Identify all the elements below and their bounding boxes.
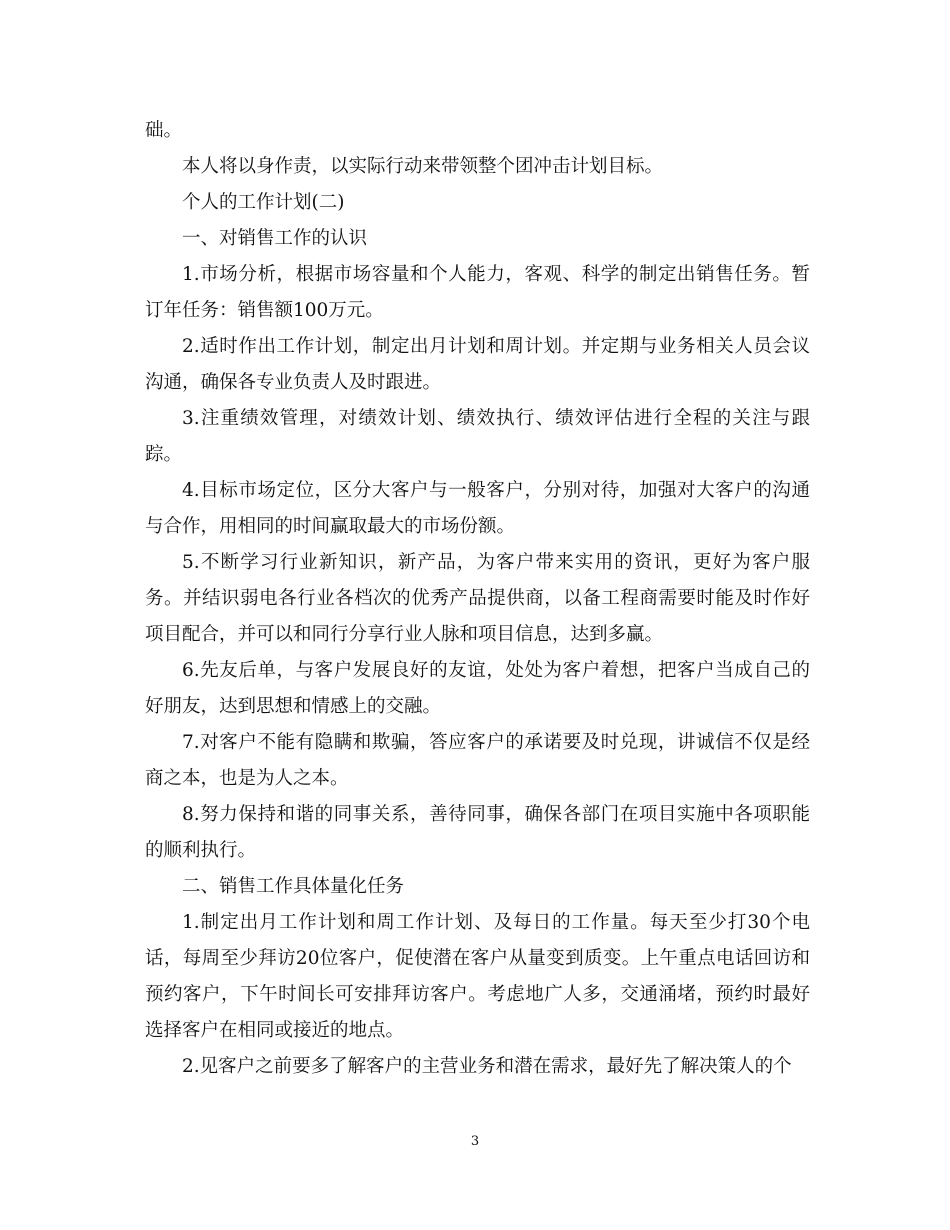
list-item: 2.适时作出工作计划，制定出月计划和周计划。并定期与业务相关人员会议沟通，确保各专业负责人及时跟进。 (145, 336, 810, 393)
list-item: 5.不断学习行业新知识，新产品，为客户带来实用的资讯，更好为客户服务。并结识弱电各行业各档次的优秀产品提供商，以备工程商需要时能及时作好项目配合，并可以和同行分享行业人脉和项目信息，达到多赢。 (145, 552, 810, 645)
list-item: 1.市场分析，根据市场容量和个人能力，客观、科学的制定出销售任务。暂订年任务：销售额100万元。 (145, 264, 810, 321)
list-item: 7.对客户不能有隐瞒和欺骗，答应客户的承诺要及时兑现，讲诚信不仅是经商之本，也是为人之本。 (145, 732, 810, 789)
section-heading: 一、对销售工作的认识 (182, 228, 368, 249)
page-number: 3 (470, 1134, 480, 1149)
list-item: 1.制定出月工作计划和周工作计划、及每日的工作量。每天至少打30个电话，每周至少拜访20位客户，促使潜在客户从量变到质变。上午重点电话回访和预约客户，下午时间长可安排拜访客户。考虑地广人多，交通涌堵，预约时最好选择客户在相同或接近的地点。 (145, 912, 810, 1041)
list-item: 4.目标市场定位，区分大客户与一般客户，分别对待，加强对大客户的沟通与合作，用相同的时间赢取最大的市场份额。 (145, 480, 810, 537)
paragraph-continuation: 础。 (145, 120, 183, 141)
section-heading: 二、销售工作具体量化任务 (182, 876, 405, 897)
list-item: 2.见客户之前要多了解客户的主营业务和潜在需求，最好先了解决策人的个 (182, 1056, 792, 1077)
list-item: 3.注重绩效管理，对绩效计划、绩效执行、绩效评估进行全程的关注与跟踪。 (145, 408, 810, 465)
document-body (145, 113, 810, 1085)
list-item: 8.努力保持和谐的同事关系，善待同事，确保各部门在项目实施中各项职能的顺利执行。 (145, 804, 810, 861)
section-heading: 个人的工作计划(二) (182, 192, 345, 213)
paragraph: 本人将以身作责，以实际行动来带领整个团冲击计划目标。 (182, 156, 664, 177)
list-item: 6.先友后单，与客户发展良好的友谊，处处为客户着想，把客户当成自己的好朋友，达到思想和情感上的交融。 (145, 660, 810, 717)
